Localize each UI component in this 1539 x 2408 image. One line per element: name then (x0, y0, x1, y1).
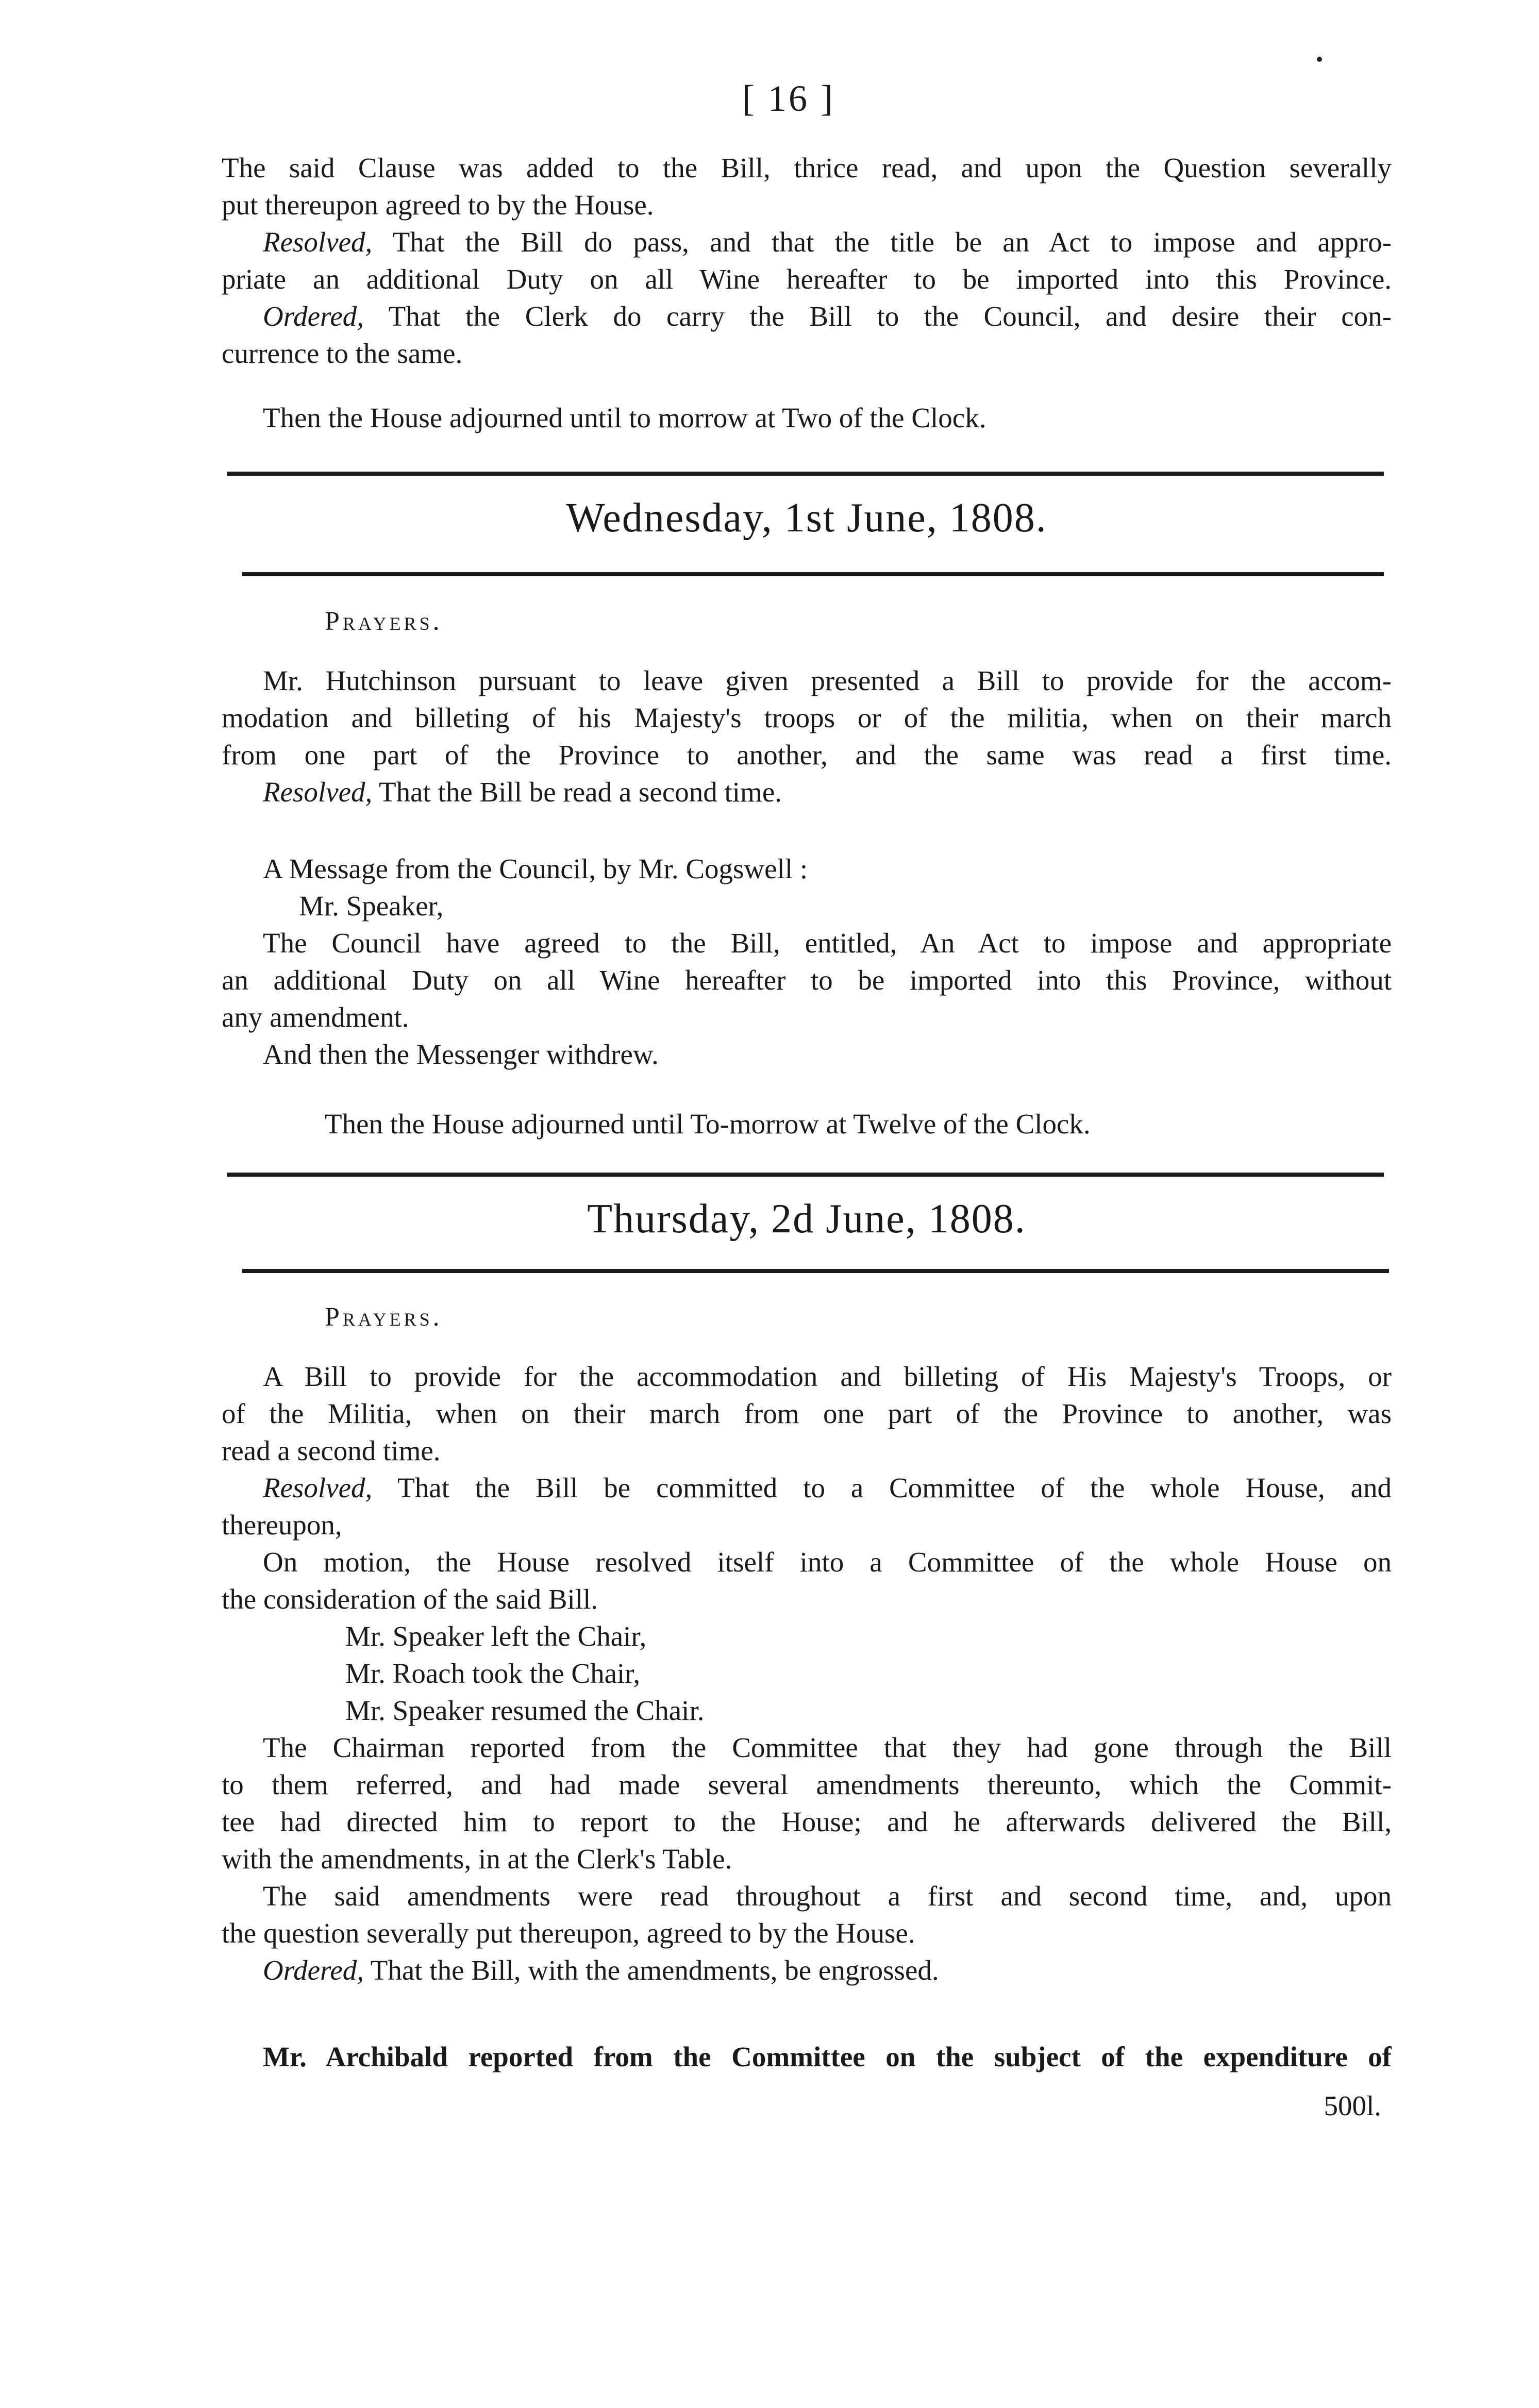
text-line: Mr. Speaker resumed the Chair. (345, 1695, 705, 1726)
text-line: an additional Duty on all Wine hereafter to be imported into this Province, without (222, 964, 1392, 996)
resolved-paragraph (222, 774, 1392, 811)
text-line: thereupon, (222, 1509, 342, 1541)
text-line: The Chairman reported from the Committee that they had gone through the Bill (263, 1732, 1392, 1763)
resolved-label: Resolved, (263, 1472, 373, 1503)
text-line: Mr. Hutchinson pursuant to leave given presented a Bill to provide for the accom- (263, 665, 1392, 696)
text-line: Mr. Roach took the Chair, (345, 1658, 641, 1689)
council-message (222, 850, 1392, 1073)
text-line: And then the Messenger withdrew. (263, 1039, 659, 1070)
wednesday-section (222, 603, 1392, 640)
archibald-report (222, 2038, 1392, 2076)
thursday-section (222, 1299, 1392, 1336)
catchword-row (222, 2087, 1392, 2125)
ordered-label: Ordered, (263, 1954, 364, 1986)
adjourn-line: Then the House adjourned until To-morrow at Twelve of the Clock. (325, 1108, 1091, 1140)
text-line: That the Clerk do carry the Bill to the Council, and desire their con- (388, 300, 1392, 332)
text-line: the consideration of the said Bill. (222, 1583, 598, 1615)
text-line: of the Militia, when on their march from one part of the Province to another, was (222, 1398, 1392, 1429)
text-line: The said Clause was added to the Bill, thrice read, and upon the Question severally (222, 152, 1392, 183)
adjourn-wednesday (222, 1106, 1392, 1143)
text-line: On motion, the House resolved itself into a Committee of the whole House on (263, 1546, 1392, 1578)
text-line: That the Bill be read a second time. (379, 776, 782, 808)
catchword: 500l. (1324, 2090, 1381, 2121)
text-line: That the Bill be committed to a Committee of the whole House, and (397, 1472, 1392, 1503)
text-line: Mr. Speaker, (299, 890, 444, 922)
opening-section (222, 149, 1392, 372)
resolved-paragraph (222, 224, 1392, 261)
text-line: put thereupon agreed to by the House. (222, 189, 654, 221)
text-line: A Message from the Council, by Mr. Cogswell : (263, 853, 808, 884)
section-rule (227, 1173, 1384, 1177)
text-line: That the Bill, with the amendments, be engrossed. (370, 1954, 939, 1986)
text-line: read a second time. (222, 1435, 441, 1466)
prayers-label: Prayers. (325, 1302, 443, 1332)
adjourn-line: Then the House adjourned until to morrow at Two of the Clock. (263, 402, 986, 433)
text-line: Mr. Speaker left the Chair, (345, 1620, 647, 1652)
text-line: the question severally put thereupon, agreed to by the House. (222, 1917, 915, 1949)
resolved-label: Resolved, (263, 776, 373, 808)
section-rule (242, 1269, 1389, 1273)
resolved-label: Resolved, (263, 226, 373, 258)
ordered-paragraph (222, 1952, 1392, 1989)
ordered-paragraph (222, 298, 1392, 335)
adjourn-tuesday (222, 399, 1392, 437)
text-line: The said amendments were read throughout a first and second time, and, upon (263, 1880, 1392, 1912)
text-line: The Council have agreed to the Bill, entitled, An Act to impose and appropriate (263, 927, 1392, 959)
text-line: modation and billeting of his Majesty's troops or of the militia, when on their march (222, 702, 1392, 733)
text-line: That the Bill do pass, and that the title be an Act to impose and appro- (392, 226, 1392, 258)
thursday-bill-paragraph (222, 1358, 1392, 1989)
text-line: priate an additional Duty on all Wine hereafter to be imported into this Province. (222, 263, 1392, 295)
text-line: Mr. Archibald reported from the Committee on the subject of the expenditure of (263, 2041, 1392, 2072)
section-rule (227, 472, 1384, 476)
text-line: with the amendments, in at the Clerk's Table. (222, 1843, 732, 1875)
ordered-label: Ordered, (263, 300, 364, 332)
thursday-heading: Thursday, 2d June, 1808. (587, 1196, 1026, 1242)
resolved-paragraph (222, 1469, 1392, 1507)
prayers-label: Prayers. (325, 607, 443, 636)
wednesday-heading: Wednesday, 1st June, 1808. (566, 495, 1047, 541)
text-line: from one part of the Province to another, and the same was read a first time. (222, 739, 1392, 771)
text-line: A Bill to provide for the accommodation and billeting of His Majesty's Troops, or (263, 1361, 1392, 1392)
text-line: tee had directed him to report to the House; and he afterwards delivered the Bill, (222, 1806, 1392, 1837)
wednesday-bill-paragraph (222, 662, 1392, 811)
text-line: currence to the same. (222, 338, 463, 369)
ink-speck (1317, 57, 1322, 62)
page-number: [ 16 ] (742, 78, 835, 119)
text-line: to them referred, and had made several amendments thereunto, which the Commit- (222, 1769, 1392, 1800)
text-line: any amendment. (222, 1001, 409, 1033)
section-rule (242, 572, 1384, 576)
